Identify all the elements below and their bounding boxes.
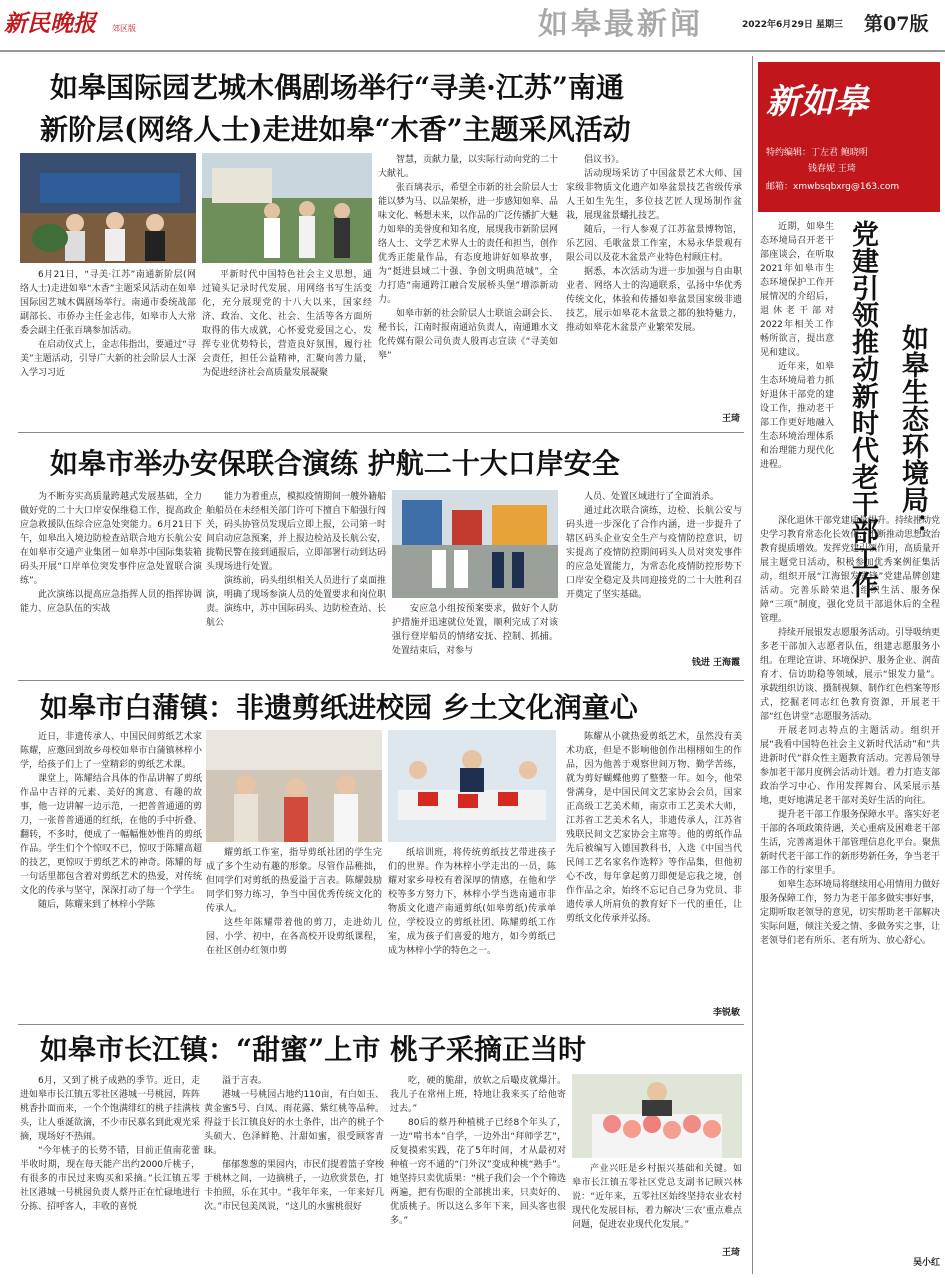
- art3-rule: [18, 1024, 744, 1025]
- art2-rule: [18, 680, 744, 681]
- sidebar-editors-2: 钱春妮 王琦: [808, 164, 856, 174]
- paragraph: “今年桃子的长势不错，目前正值南花蕾半收时期，现在每天能产出约2000斤桃子，有很多的市民过来购买和采摘。”长江镇五零社区港城一号桃园负责人蔡丹正在忙碌地进行分拣、招呼客人，丰收的喜悦: [20, 1146, 200, 1212]
- paragraph: 耀剪纸工作室，指导剪纸社团的学生完成了多个生动有趣的形象。尽管作品稚拙，但同学们对剪纸的热爱溢于言表。陈耀鼓励同学们努力练习，争当中国优秀传统文化的传承人。: [206, 848, 382, 914]
- paragraph: 郁郁葱葱的果园内，市民们提着篮子穿梭于桃林之间，一边摘桃子，一边欣赏景色，打卡拍照，乐在其中。“我年年来，一年来好几次。”市民包美凤说，“这儿的水蜜桃很好: [204, 1160, 384, 1212]
- art5-col-rest: [760, 514, 940, 1256]
- art4-col1: [20, 1074, 200, 1274]
- art2-title: 如皋市举办安保联合演练 护航二十大口岸安全: [50, 447, 620, 480]
- paragraph: 据悉，本次活动为进一步加强与自由职业者、网络人士的沟通联系，弘扬中华优秀传统文化，体验和传播如皋盆景国家级非遗技艺，展示如皋花木盆景之都的独特魅力，推动如皋花木盆景产业繁荣发展。: [566, 267, 742, 333]
- sidebar-email: 邮箱：xmwbsqbxrg@163.com: [766, 182, 900, 192]
- paragraph: 这些年陈耀带着他的剪刀，走进幼儿园、小学、初中，在各高校开设剪纸课程，在社区创办红领巾剪: [206, 918, 382, 956]
- art4-col4: [572, 1162, 742, 1246]
- paragraph: 在启动仪式上，金志伟指出，要通过“寻美”主题活动，引导广大新的社会阶层人士深入学习习近: [20, 340, 196, 378]
- paragraph: 人员、处置区域进行了全面消杀。: [584, 492, 720, 502]
- paragraph: 6月21日，“寻美·江苏”南通新阶层(网络人士)走进如皋“木香”主题采风活动在如皋国际园艺城木偶剧场举行。南通市委统战部副部长、市侨办主任金志伟，如皋市人大常委会副主任张百璃参加活动。: [20, 270, 196, 336]
- paragraph: 活动现场采访了中国盆景艺术大师、国家级非物质文化遗产如皋盆景技艺省级传承人王如生先生，多位技艺匠人现场制作盆栽，展现盆景蟠扎技艺。: [566, 169, 742, 221]
- paragraph: 开展老同志特点的主题活动。组织开展“我看中国特色社会主义新时代活动”和“共进新时代”群众性主题教育活动。完善局领导参加老干部月度例会活动计划。着力打造支部政治学习中心、作用发挥舞台、风采展示基地，更好地满足老干部对美好生活的向往。: [760, 726, 940, 806]
- art1-col2: [202, 268, 372, 428]
- paragraph: 课堂上，陈耀结合具体的作品讲解了剪纸作品中吉祥的元素、美好的寓意、有趣的故事，他一边讲解一边示范，一把普普通通的剪刀，一张普普通通的红纸，在他的手中折叠、翻转，不多时，便成了一幅幅惟妙惟肖的剪纸作品。学生们个个惊叹不已，惊叹于陈耀高超的技艺，更惊叹于剪纸艺术的神奇。陈耀的每一句话里都包含着对剪纸艺术的热爱，对传统文化的传承与坚守，深深打动了每一个学生。: [20, 774, 202, 896]
- drill-photo-image: [392, 490, 558, 598]
- stage-photo-image: [20, 153, 196, 263]
- paragraph: 近日，非遗传承人、中国民间剪纸艺术家陈耀，应邀回到故乡母校如皋市白蒲镇林梓小学，给孩子们上了一堂精彩的剪纸艺术课。: [20, 732, 202, 770]
- papercut-photo-right-image: [388, 730, 556, 842]
- paragraph: 如皋市新的社会阶层人士联谊会副会长、秘书长，江南时报南通站负责人，南通雎水文化传媒有限公司负责人殷再志宣读《“寻美如皋”: [378, 309, 558, 361]
- paragraph: 近年来，如皋生态环境局着力抓好退休干部党的建设工作，推动老干部工作更好地融入生态环境治理体系和治理能力现代化进程。: [760, 362, 834, 470]
- paragraph: 深化退休干部党建质量提升。持续推动党史学习教育常态化长效化，不断推动思想政治教育提质增效。发挥党建引领作用，高质量开展主题党日活动，积极参加优秀案例征集活动，组织开展“江海银发先锋”党建品牌创建活动。完善乐龄荣退、组织生活、服务保障“三项”制度，强化党员干部退休后的全程管理。: [760, 516, 940, 624]
- art3-col3: [388, 846, 556, 1022]
- art2-col4: [566, 490, 742, 650]
- paragraph: 智慧，贡献力量，以实际行动向党的二十大献礼。: [378, 155, 558, 179]
- sidebar-editors: 特约编辑：丁左君 鲍晓明: [766, 148, 868, 158]
- art4-title: 如皋市长江镇：“甜蜜”上市 桃子采摘正当时: [40, 1033, 586, 1066]
- masthead-logo: [4, 6, 114, 42]
- issue-date: 2022年6月29日 星期三: [742, 20, 843, 30]
- paragraph: 溢于言表。: [222, 1076, 268, 1086]
- art3-photo-left: [206, 730, 382, 842]
- paragraph: 此次演练以提高应急指挥人员的指挥协调能力、应急队伍的实战: [20, 590, 202, 614]
- art1-title-line1: 如皋国际园艺城木偶剧场举行“寻美·江苏”南通: [50, 71, 624, 104]
- paragraph: 安应急小组按预案要求，做好个人防护措施并迅速就位处置，顺利完成了对该强行登岸船员的情绪安抚、控制、抓捕。处置结束后，对参与: [392, 604, 558, 656]
- paragraph: 通过此次联合演练，边检、长航公安与码头进一步深化了合作内涵，进一步提升了辖区码头企业安全生产与疫情防控意识，切实提高了疫情防控期间码头人员对突发事件的应急处置能力，为常态化疫情防控形势下口岸安全稳定及共同迎接党的二十大胜利召开奠定了坚实基础。: [566, 506, 742, 600]
- art3-title: 如皋市白蒲镇：非遗剪纸进校园 乡土文化润童心: [40, 691, 638, 724]
- paragraph: 纸培训班，将传统剪纸技艺带进孩子们的世界。作为林梓小学走出的一员，陈耀对家乡母校有着深厚的情感，在他和学校等多方努力下，林梓小学当选南通市非物质文化遗产南通剪纸(如皋剪纸)传承单位，学校设立的剪纸社团、陈耀剪纸工作室，成为孩子们喜爱的地方，如今剪纸已成为林梓小学的特色之一。: [388, 848, 556, 956]
- paragraph: 能力为着重点，模拟疫情期间一艘外籍船舶船员在未经相关部门许可下擅自下船强行闯关，码头协管员发现后立即上报，公司第一时间启动应急预案，并上报边检站及长航公安，拢勒民警在接到通报后，立即部署行动到达码头现场进行处置。: [206, 492, 386, 572]
- art1-rule: [18, 432, 744, 433]
- sidebar-header-box: [758, 62, 940, 212]
- paragraph: 吃，硬的脆甜，放软之后嘬皮就爆汁。我儿子在常州上班，特地让我来买了给他寄过去。”: [390, 1076, 566, 1114]
- art5-title-kicker-text: 如皋生态环境局：: [897, 324, 928, 540]
- section-name: 如皋最新闻: [538, 7, 703, 42]
- art4-photo-peach: [572, 1074, 742, 1158]
- art3-col4: [566, 730, 742, 1010]
- paragraph: 近期，如皋生态环境局召开老干部座谈会，在听取2021年如皋市生态环境保护工作开展情况的介绍后，退休老干部对2022年相关工作畅所欲言，提出意见和建议。: [760, 222, 834, 358]
- paragraph: 为不断夯实高质量跨越式发展基础，全力做好党的二十大口岸安保维稳工作，提高政企应急救援队伍综合应急处突能力。6月21日下午，如皋出入境边防检查站联合地方长航公安在如皋市交通产业集团－如皋苏中国际集装箱码头开展“口岸单位突发事件应急处置联合演练”。: [20, 492, 202, 586]
- paragraph: 随后，陈耀来到了林梓小学陈: [38, 900, 156, 910]
- papercut-photo-left-image: [206, 730, 382, 842]
- paragraph: 陈耀从小就热爱剪纸艺术，虽然没有美术功底，但是不影响他创作出栩栩如生的作品，因为他善于观察世间万物、勤学苦练，就为剪好蝴蝶他剪了整整一年。如今，他荣誉满身，是中国民间文艺家协会会员，国家正高级工艺美术师，南京市工艺美术大师，江苏省工艺美术名人，非遗传承人，江苏省残联民间文艺家协会主席等。他的剪纸作品先后被编写入德国教科书，入选《中国当代民间工艺名家名作选粹》等作品集，但他初心不改，每年拿起剪刀即便是忘我之境，创作作品之余，始终不忘记自己身为党员、非遗传承人所肩负的教育好下一代的重任，让剪纸文化传承并弘扬。: [566, 732, 742, 924]
- paragraph: 倡议书》。: [584, 155, 625, 165]
- art1-col4: [566, 153, 742, 411]
- paragraph: 平新时代中国特色社会主义思想，通过镜头记录时代发展、用网络书写生活变化，充分展现党的十八大以来，国家经济、政治、文化、社会、生活等各方面所取得的伟大成就，心怀爱党爱国之心，发挥专业优势特长，营造良好氛围，履行社会责任，担任公益精神，汇聚向善力量，为促进经济社会高质量发展凝聚: [202, 270, 372, 378]
- paragraph: 如皋生态环境局将继续用心用情用力做好服务保障工作，努力为老干部多做实事好事，定期听取老领导的意见，切实帮助老干部解决实际问题，倾注关爱之情、多做务实之事，让老领导们老有所乐、老有所为、放心舒心。: [760, 880, 940, 946]
- sidebar-divider: [752, 56, 753, 1274]
- art2-col1: [20, 490, 202, 680]
- paragraph: 6月，又到了桃子成熟的季节。近日，走进如皋市长江镇五零社区港城一号桃园，阵阵桃香扑面而来，一个个饱满绯红的桃子挂满枝头，让人垂涎欲滴，不少市民慕名到此观光采摘，现场好不热闹。: [20, 1076, 200, 1142]
- art5-title-main-text: 党建引领推动新时代老干部工作: [847, 220, 878, 598]
- masthead-title: 新民晚报: [4, 10, 96, 37]
- art3-col1: [20, 730, 202, 1020]
- art2-author: 钱进 王海霞: [691, 658, 740, 668]
- garden-photo-image: [202, 153, 372, 263]
- art5-author: 吴小红: [912, 1258, 940, 1268]
- paragraph: 持续开展银发志愿服务活动。引导吸纳更多老干部加入志愿者队伍，组建志愿服务小组。在理论宣讲、环境保护、服务企业、润苗育才、信访助稳等领域，展示“银发力量”。承载组织访谈、摄制视频、制作红色档案等形式，挖掘老同志红色教育资源，开展老干部“红色讲堂”志愿服务活动。: [760, 628, 940, 722]
- art3-author: 李锐敏: [712, 1008, 740, 1018]
- art1-title-line2: 新阶层(网络人士)走进如皋“木香”主题采风活动: [40, 113, 631, 146]
- art2-col2: [206, 490, 386, 680]
- paragraph: 张百璃表示，希望全市新的社会阶层人士能以梦为马、以品架桥，进一步感知如皋、品味文化、畅想未来，以作品的广泛传播扩大魅力如皋的美誉度和知名度，展现我市新阶层网络人士、文学艺术界人士的责任和担当，创作优秀正能量作品，有态度地讲好如皋故事，为“挺进县域二十强、争创文明典范城”，全力打造“南通跨江融合发展桥头堡”增添新动力。: [378, 183, 558, 305]
- paragraph: 演练前，码头组织相关人员进行了桌面推演，明确了现场参演人员的处置要求和岗位职责。演练中，苏中国际码头、边防检查站、长航公: [206, 576, 386, 628]
- sidebar-logo: 新如皋: [766, 82, 868, 122]
- masthead-sub: 郊区版: [112, 24, 136, 33]
- paragraph: 提升老干部工作服务保障水平。落实好老干部的各项政策待遇，关心重病及困难老干部生活，完善离退休干部管理信息化平台。聚焦新时代老干部工作的新形势新任务，争当老干部工作的行家里手。: [760, 810, 940, 876]
- art2-photo-drill: [392, 490, 558, 598]
- art4-author: 王琦: [721, 1248, 740, 1258]
- header-rule: [0, 50, 945, 52]
- paragraph: 港城一号桃园占地约110亩，有白如玉、黄金蜜5号、白凤、雨花露、紫红桃等品种。得益于长江镇良好的水土条件，出产的桃子个头硕大、色泽鲜艳、汁甜如蜜，很受顾客青睐。: [204, 1090, 384, 1156]
- art4-col2: [204, 1074, 384, 1274]
- paragraph: 80后的蔡丹种植桃子已经8个年头了，一边“啃书本”自学，一边外出“拜师学艺”，反复摸索实践，花了5年时间，才从最初对种植一窍不通的“门外汉”变成种桃“熟手”。她坚持只卖优质果：“桃子我们会一个个筛选两遍，把有伤眼的全部挑出来，只卖好的、优质桃子。所以这么多年下来，回头客也很多。”: [390, 1118, 566, 1226]
- art1-photo-garden: [202, 153, 372, 263]
- paragraph: 随后，一行人参观了江苏盆景博物馆，乐艺园、毛歌盆景工作室，木易永华景观有限公司以及花木盆景产业特色村顾庄村。: [566, 225, 742, 263]
- art3-col2: [206, 846, 382, 1022]
- art5-col-top: [760, 220, 834, 512]
- art2-col3: [392, 602, 558, 680]
- page-number: 第07版: [864, 13, 929, 35]
- art1-author: 王琦: [721, 414, 740, 424]
- art1-photo-stage: [20, 153, 196, 263]
- art1-col1: [20, 268, 196, 428]
- art1-col3: [378, 153, 558, 423]
- art4-col3: [390, 1074, 566, 1274]
- paragraph: 产业兴旺是乡村振兴基础和关键。如皋市长江镇五零社区党总支副书记顾兴林说：“近年来，五零社区始终坚持农业农村现代化发展目标，着力解决‘三农’重点难点问题，促进农业现代化发展。”: [572, 1164, 742, 1230]
- peach-photo-image: [572, 1074, 742, 1158]
- art3-photo-right: [388, 730, 556, 842]
